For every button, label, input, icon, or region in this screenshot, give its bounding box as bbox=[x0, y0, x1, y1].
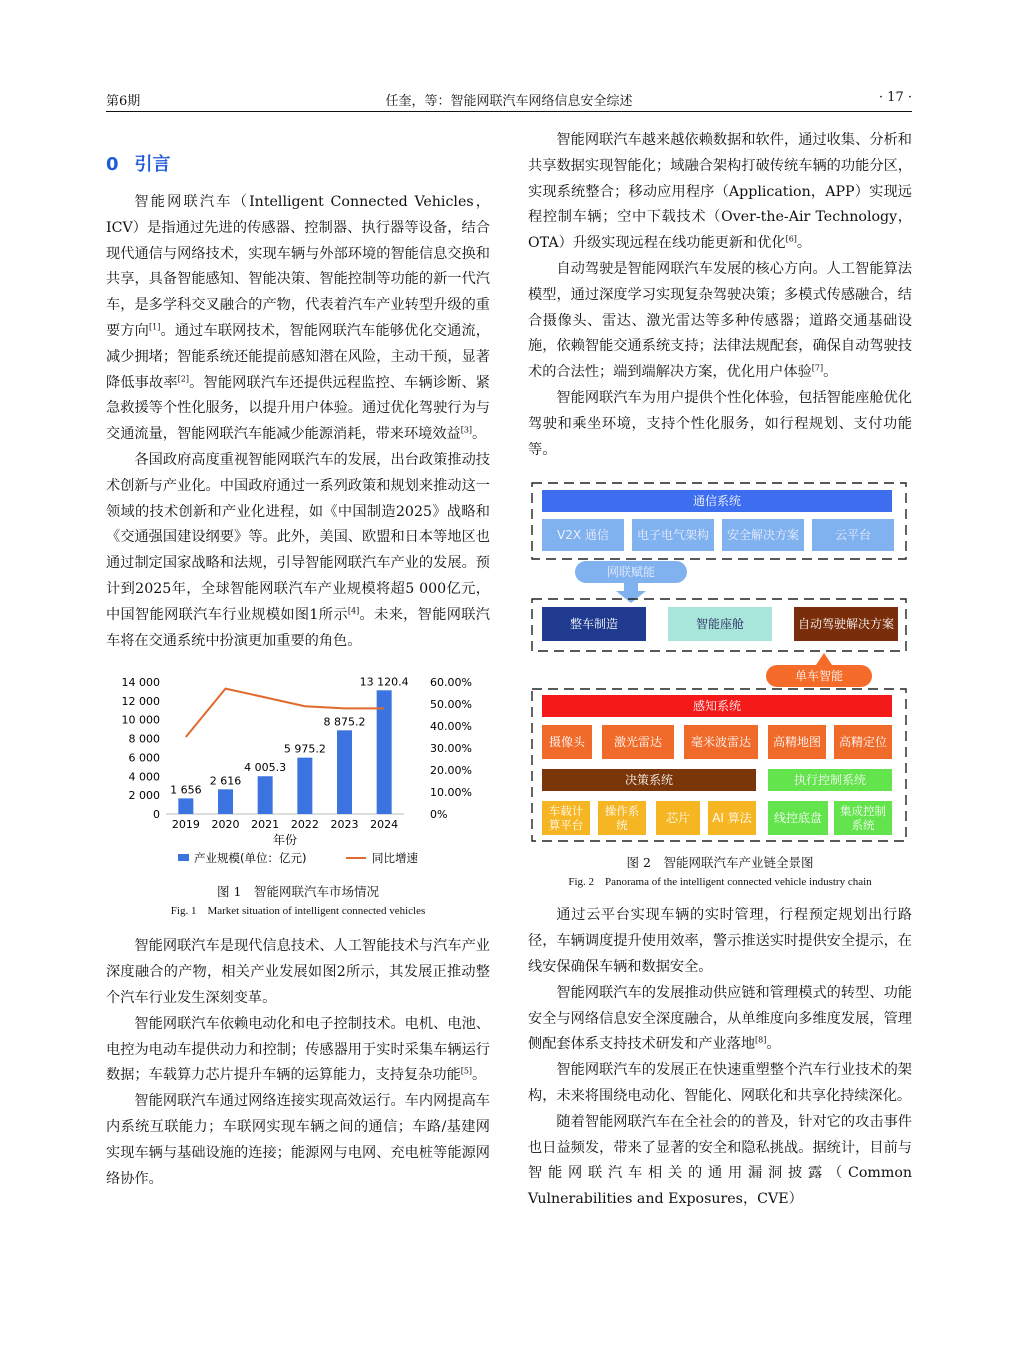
x-tick-label: 2021 bbox=[251, 818, 280, 832]
legend-swatch-bar bbox=[178, 854, 189, 861]
x-tick-label: 2023 bbox=[330, 818, 359, 832]
x-tick-label: 2019 bbox=[171, 818, 200, 832]
issue-number: 第6期 bbox=[106, 94, 141, 109]
paragraph: 智能网联汽车越来越依赖数据和软件，通过收集、分析和共享数据实现智能化；域融合架构打破传统车辆的功能分区，实现系统整合；移动应用程序（Application，APP）实现远程控制车辆；空中下载技术（Over-the-Air Technology，OTA）升级实现远程在线功能更新和优化[6]。 bbox=[528, 132, 912, 252]
single-vehicle-tag-label: 单车智能 bbox=[794, 669, 844, 684]
decision-item-label: 芯片 bbox=[665, 811, 691, 826]
paragraph: 自动驾驶是智能网联汽车发展的核心方向。人工智能算法模型，通过深度学习实现复杂驾驶决策；多模式传感融合，结合摄像头、雷达、激光雷达等多种传感器；道路交通基础设施，依赖智能交通系统支持；法律法规配套，确保自动驾驶技术的合法性；端到端解决方案，优化用户体验[7]。 bbox=[528, 260, 912, 381]
comm-system-bar-label: 通信系统 bbox=[692, 494, 742, 509]
comm-item-label: 电子电气架构 bbox=[636, 528, 710, 543]
y2-tick-label: 40.00% bbox=[430, 720, 472, 734]
vehicle-item-label: 整车制造 bbox=[569, 617, 619, 632]
sensor-item-label: 高精定位 bbox=[838, 735, 888, 750]
execution-item-label: 集成控制 bbox=[840, 804, 886, 819]
y-tick-label: 2 000 bbox=[128, 789, 160, 803]
comm-item-label: 安全解决方案 bbox=[726, 528, 800, 543]
decision-item-label: 操作系 bbox=[604, 804, 640, 819]
y-tick-label: 6 000 bbox=[128, 751, 160, 765]
y-tick-label: 12 000 bbox=[121, 695, 160, 709]
fig2-caption-cn: 图 2 智能网联汽车产业链全景图 bbox=[626, 855, 814, 871]
up-arrow-icon bbox=[816, 653, 832, 665]
y-tick-label: 8 000 bbox=[128, 732, 160, 746]
right-paragraphs-after bbox=[528, 903, 912, 1213]
fig2-caption-en: Fig. 2 Panorama of the intelligent connected vehicle industry chain bbox=[568, 876, 872, 889]
paragraph: 智能网联汽车的发展正在快速重塑整个汽车行业技术的架构，未来将围绕电动化、智能化、网联化和共享化持续深化。 bbox=[528, 1062, 912, 1104]
paragraph: 通过云平台实现车辆的实时管理，行程预定规划出行路径，车辆调度提升使用效率，警示推送实时提供安全提示，在线安保确保车辆和数据安全。 bbox=[528, 907, 912, 975]
y2-tick-label: 10.00% bbox=[430, 786, 472, 800]
decision-item-label: 车载计 bbox=[548, 804, 584, 819]
legend-label-line: 同比增速 bbox=[372, 851, 418, 866]
paragraph: 随着智能网联汽车在全社会的的普及，针对它的攻击事件也日益频发，带来了显著的安全和隐私挑战。据统计，目前与智能网联汽车相关的通用漏洞披露（Common Vulnerabilities and Exposures，CVE） bbox=[528, 1113, 912, 1208]
execution-item-label: 线控底盘 bbox=[773, 811, 823, 826]
x-tick-label: 2024 bbox=[370, 818, 399, 832]
y-tick-label: 0 bbox=[153, 808, 160, 822]
paragraph: 智能网联汽车的发展推动供应链和管理模式的转型、功能安全与网络信息安全深度融合，从单维度向多维度发展，管理侧配套体系支持技术研发和产业落地[8]。 bbox=[528, 984, 912, 1053]
execution-system-bar-label: 执行控制系统 bbox=[793, 773, 867, 788]
bar-data-label: 2 616 bbox=[209, 774, 242, 788]
y2-tick-label: 50.00% bbox=[430, 698, 472, 712]
decision-item-label: 算平台 bbox=[548, 818, 584, 833]
x-tick-label: 2022 bbox=[290, 818, 319, 832]
section-heading: 0 引言 bbox=[106, 154, 171, 175]
fig1-caption-cn: 图 1 智能网联汽车市场情况 bbox=[217, 884, 379, 900]
bar bbox=[297, 758, 312, 814]
y-tick-label: 10 000 bbox=[121, 714, 160, 728]
sensor-item-label: 毫米波雷达 bbox=[690, 735, 752, 750]
legend-label-bar: 产业规模(单位：亿元) bbox=[194, 851, 307, 866]
paragraph: 智能网联汽车依赖电动化和电子控制技术。电机、电池、电控为电动车提供动力和控制；传感器用于实时采集车辆运行数据；车载算力芯片提升车辆的运算能力，支持复杂功能[5]。 bbox=[106, 1015, 490, 1084]
fig1-caption-en: Fig. 1 Market situation of intelligent connected vehicles bbox=[170, 905, 426, 918]
vehicle-item-label: 智能座舱 bbox=[695, 617, 745, 632]
paragraph: 智能网联汽车通过网络连接实现高效运行。车内网提高车内系统互联能力；车联网实现车辆之间的通信；车路/基建网实现车辆与基础设施的连接；能源网与电网、充电桩等能源网络协作。 bbox=[106, 1093, 490, 1187]
paragraph: 智能网联汽车是现代信息技术、人工智能技术与汽车产业深度融合的产物，相关产业发展如图2所示，其发展正推动整个汽车行业发生深刻变革。 bbox=[106, 938, 490, 1006]
right-paragraphs bbox=[528, 128, 912, 463]
paragraph: 智能网联汽车为用户提供个性化体验，包括智能座舱优化驾驶和乘坐环境，支持个性化服务，如行程规划、支付功能等。 bbox=[528, 389, 912, 458]
bar-data-label: 13 120.4 bbox=[359, 675, 409, 689]
down-arrow-icon bbox=[616, 583, 646, 603]
industry-chain-diagram bbox=[528, 475, 912, 845]
header-rule bbox=[106, 111, 912, 112]
market-chart bbox=[106, 672, 490, 872]
bar-data-label: 1 656 bbox=[170, 783, 202, 797]
y2-tick-label: 60.00% bbox=[430, 676, 472, 690]
decision-system-bar-label: 决策系统 bbox=[624, 773, 674, 788]
comm-item-label: 云平台 bbox=[834, 528, 872, 543]
bar-data-label: 5 975.2 bbox=[283, 743, 326, 757]
perception-system-bar-label: 感知系统 bbox=[692, 699, 742, 714]
vehicle-item-label: 自动驾驶解决方案 bbox=[797, 617, 895, 632]
y2-tick-label: 30.00% bbox=[430, 742, 472, 756]
bar bbox=[258, 777, 273, 815]
decision-item-label: AI 算法 bbox=[712, 811, 752, 826]
decision-item-label: 统 bbox=[616, 818, 628, 833]
running-title: 任奎，等：智能网联汽车网络信息安全综述 bbox=[385, 94, 633, 109]
netlink-tag-label: 网联赋能 bbox=[606, 565, 656, 580]
x-axis-title: 年份 bbox=[272, 833, 298, 848]
bar-data-label: 8 875.2 bbox=[323, 715, 366, 729]
growth-rate-line bbox=[186, 689, 384, 737]
left-column bbox=[106, 128, 490, 1192]
bar bbox=[178, 799, 193, 815]
paragraph: 智能网联汽车（Intelligent Connected Vehicles，ICV）是指通过先进的传感器、控制器、执行器等设备，结合现代通信与网络技术，实现车辆与外部环境的智能信息交换和共享，具备智能感知、智能决策、智能控制等功能的新一代汽车，是多学科交叉融合的产物，代表着汽车产业转型升级的重要方向[1]。通过车联网技术，智能网联汽车能够优化交通流，减少拥堵；智能系统还能提前感知潜在风险，主动干预，显著降低事故率[2]。智能网联汽车还提供远程监控、车辆诊断、紧急救援等个性化服务，以提升用户体验。通过优化驾驶行为与交通流量，智能网联汽车能减少能源消耗，带来环境效益[3]。 bbox=[106, 194, 490, 443]
left-paragraphs-after bbox=[106, 934, 490, 1192]
bar bbox=[337, 731, 352, 815]
comm-item-label: V2X 通信 bbox=[557, 528, 609, 543]
right-column bbox=[528, 128, 912, 1213]
page-number: · 17 · bbox=[878, 90, 912, 105]
y-tick-label: 14 000 bbox=[121, 676, 160, 690]
sensor-item-label: 摄像头 bbox=[548, 735, 586, 750]
sensor-item-label: 激光雷达 bbox=[613, 735, 663, 750]
y2-tick-label: 20.00% bbox=[430, 764, 472, 778]
paragraph: 各国政府高度重视智能网联汽车的发展，出台政策推动技术创新与产业化。中国政府通过一系列政策和规划来推动这一领域的技术创新和产业化进程，如《中国制造2025》战略和《交通强国建设纲要》等。此外，美国、欧盟和日本等地区也通过制定国家战略和法规，引导智能网联汽车产业的发展。预计到2025年，全球智能网联汽车产业规模将超5 000亿元，中国智能网联汽车行业规模如图1所示[4]。未来，智能网联汽车将在交通系统中扮演更加重要的角色。 bbox=[106, 451, 490, 649]
x-tick-label: 2020 bbox=[211, 818, 240, 832]
execution-item-label: 系统 bbox=[851, 818, 875, 833]
bar bbox=[218, 790, 233, 815]
sensor-item-label: 高精地图 bbox=[772, 735, 822, 750]
bar-data-label: 4 005.3 bbox=[244, 761, 287, 775]
left-paragraphs bbox=[106, 190, 490, 654]
y2-tick-label: 0% bbox=[430, 808, 448, 822]
y-tick-label: 4 000 bbox=[128, 770, 160, 784]
